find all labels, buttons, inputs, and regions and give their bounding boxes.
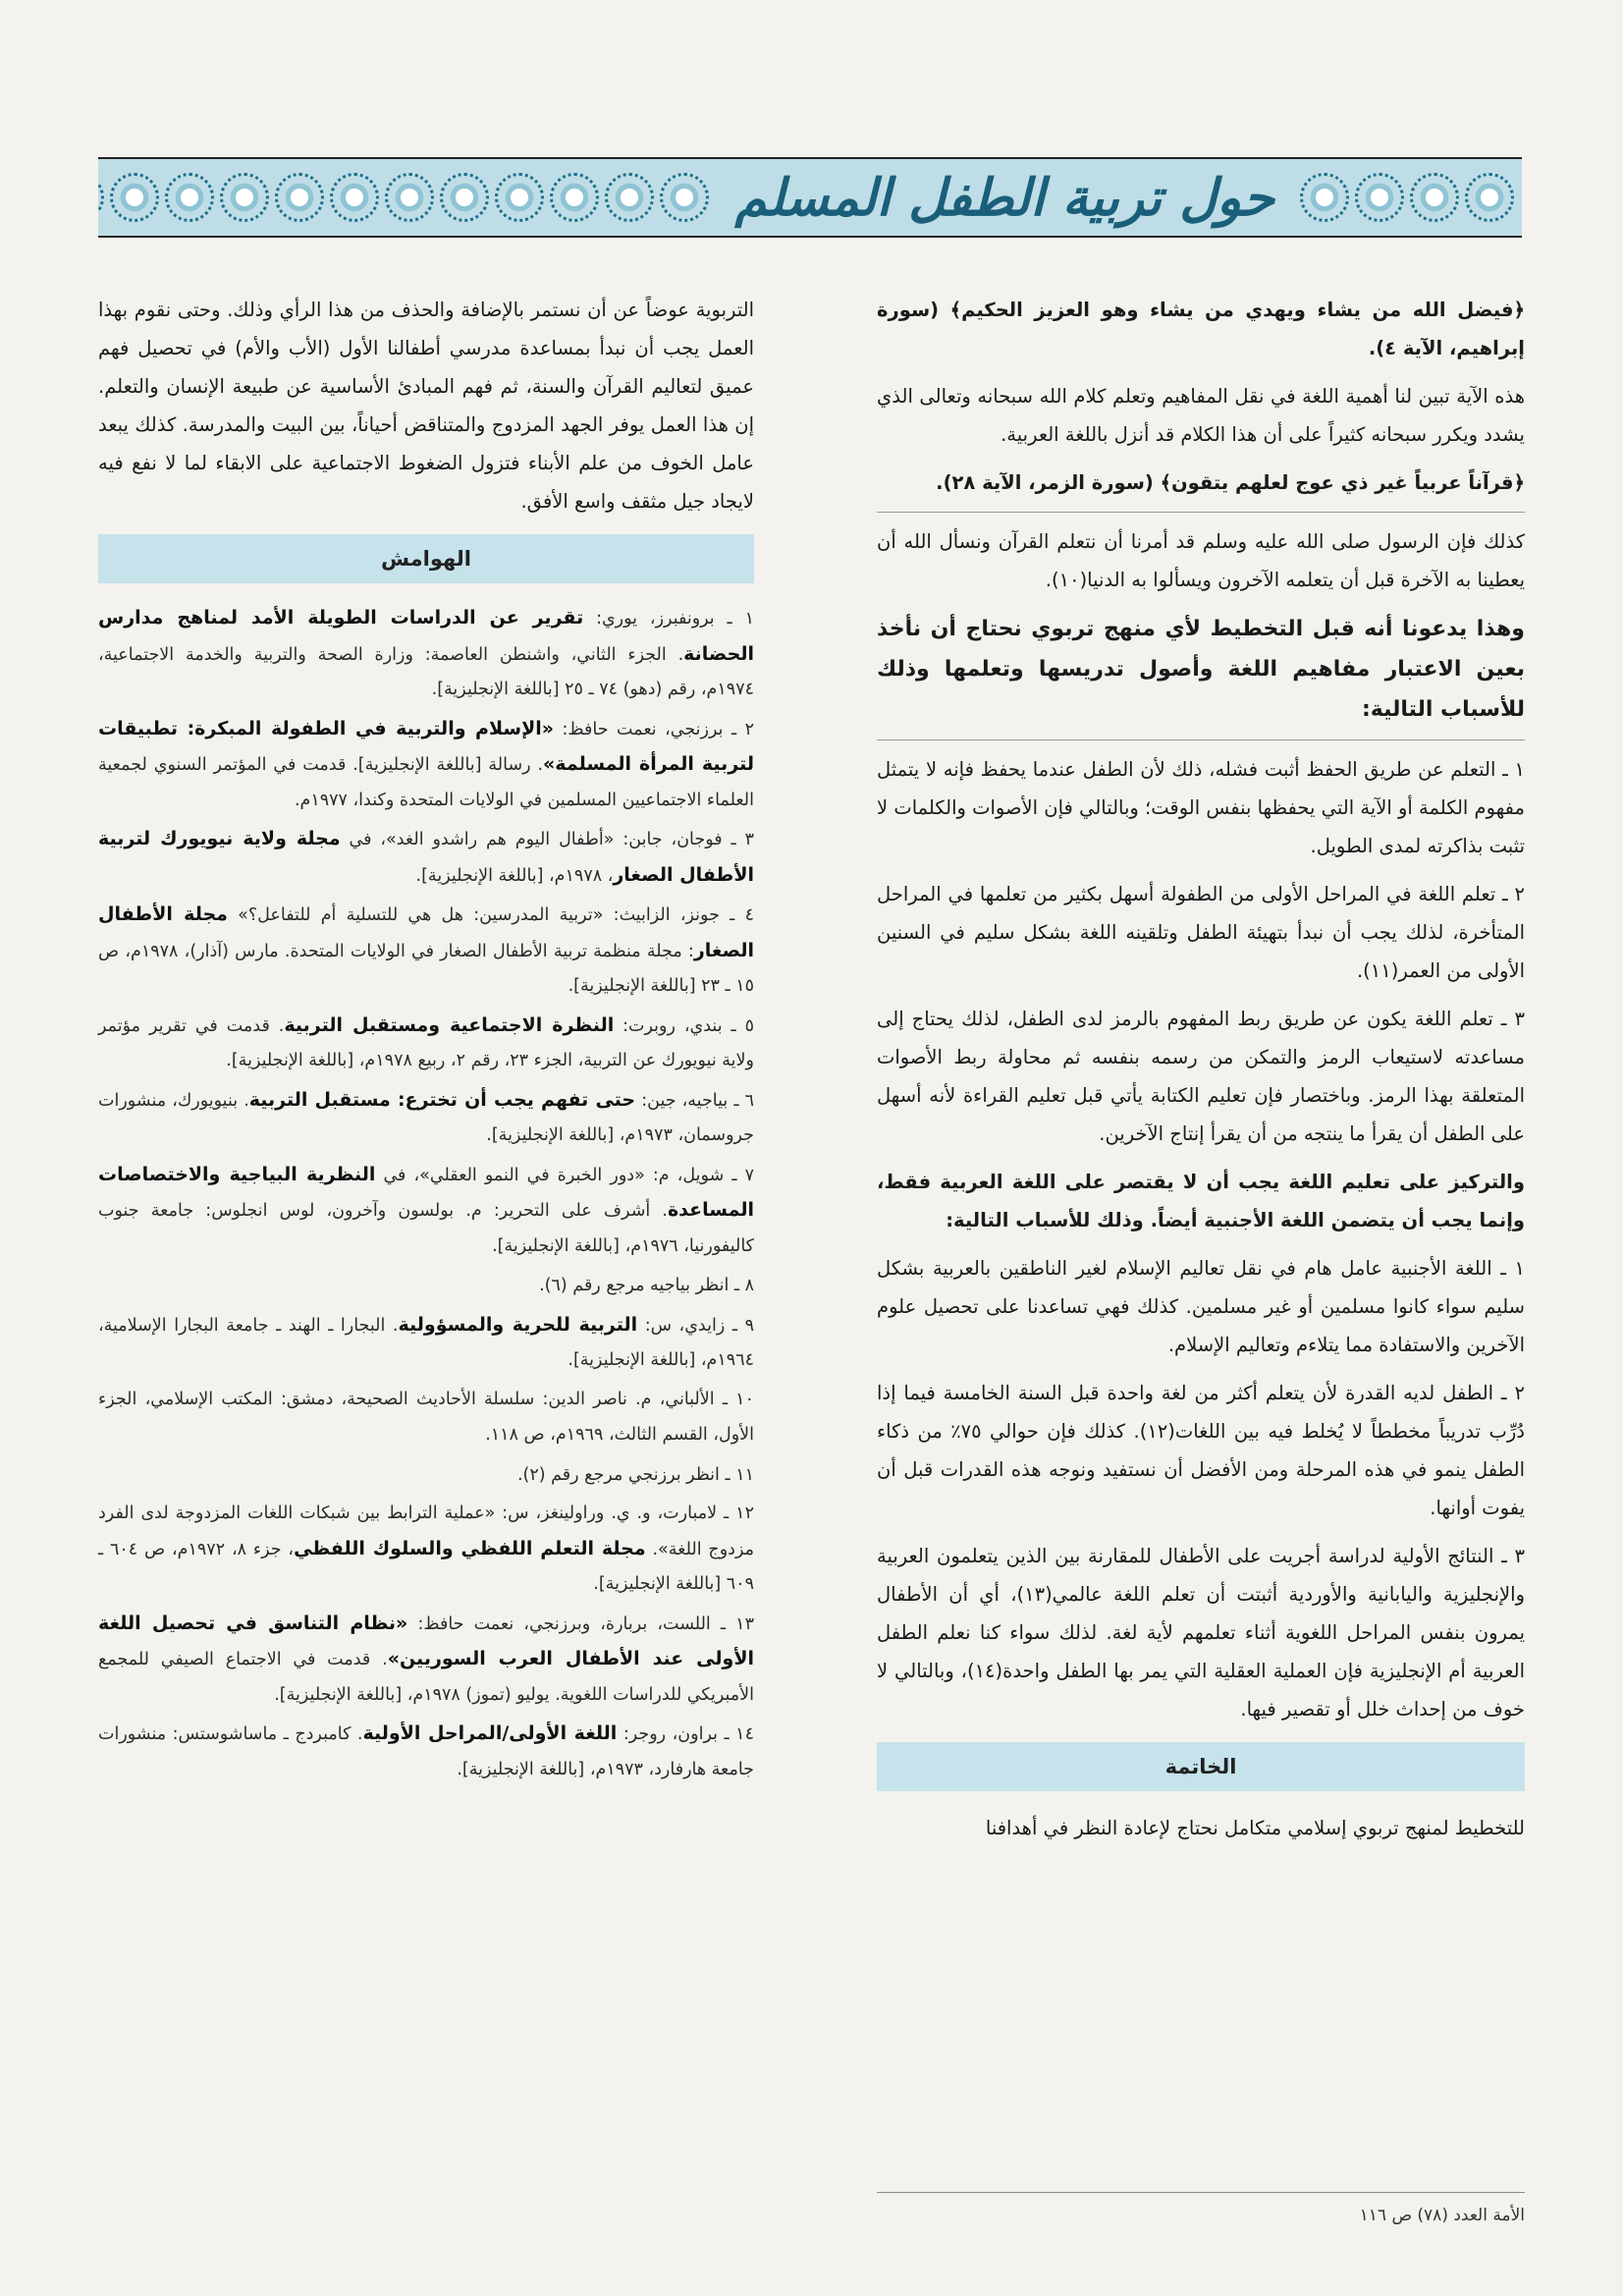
footnote-title: «نظام التناسق في تحصيل اللغة الأولى عند الأطفال العرب السوريين» bbox=[98, 1612, 754, 1669]
footnote-pre: ـ انظر بياجيه مرجع رقم (٦). bbox=[539, 1276, 740, 1295]
list-item: ١ ـ اللغة الأجنبية عامل هام في نقل تعاليم الإسلام لغير الناطقين بالعربية بشكل سليم سواء كانوا مسلمين أو غير مسلمين. كذلك فهي تساعدنا على تحصيل علوم الآخرين والاستفادة مما يتلاءم وتعاليم الإسلام. bbox=[877, 1257, 1525, 1356]
footnote-item bbox=[98, 898, 754, 1005]
ornament-rosette-icon bbox=[385, 173, 434, 222]
footnote-number: ٥ bbox=[744, 1015, 755, 1036]
footnote-title: التربية للحرية والمسؤولية bbox=[398, 1313, 638, 1336]
footnote-number: ١٤ bbox=[735, 1724, 754, 1744]
body-paragraph: كذلك فإن الرسول صلى الله عليه وسلم قد أمرنا أن نتعلم القرآن ونسأل الله أن يعطينا به الآخرة قبل أن يتعلمه الآخرون ويسألوا به الدنيا(١٠). bbox=[877, 530, 1525, 591]
right-column bbox=[877, 291, 1525, 1857]
footnote-number: ٢ bbox=[744, 719, 754, 739]
ornament-rosette-icon bbox=[275, 173, 324, 222]
header-ornaments-right bbox=[1292, 173, 1522, 222]
footnote-pre: ـ زايدي، س: bbox=[637, 1315, 737, 1336]
divider bbox=[877, 512, 1525, 513]
ornament-rosette-icon bbox=[165, 173, 214, 222]
footnote-post: . كامبردج ـ ماساشوستس: منشورات جامعة هارفارد، ١٩٧٣م، [باللغة الإنجليزية]. bbox=[98, 1724, 754, 1779]
ornament-rosette-icon bbox=[440, 173, 489, 222]
footnote-post: ، جزء ٨، ١٩٧٢م، ص ٦٠٤ ـ ٦٠٩ [باللغة الإنجليزية]. bbox=[98, 1539, 754, 1594]
footnote-pre: ـ لامبارت، و. ي. وراولينغز، س: «عملية الترابط بين شبكات اللغات المزدوجة لدى الفرد مزدوج اللغة». bbox=[98, 1503, 754, 1559]
footnote-pre: ـ برزنجي، نعمت حافظ: bbox=[554, 719, 737, 739]
footnote-post: . قدمت في الاجتماع الصيفي للمجمع الأمبريكي للدراسات اللغوية. يوليو (تموز) ١٩٧٨م، [باللغة الإنجليزية]. bbox=[98, 1650, 754, 1705]
ornament-rosette-icon bbox=[1465, 173, 1514, 222]
footnote-title: النظرة الاجتماعية ومستقبل التربية bbox=[284, 1013, 615, 1036]
footnote-item bbox=[98, 1308, 754, 1379]
left-column bbox=[98, 291, 754, 1791]
footnote-number: ٧ bbox=[744, 1165, 755, 1185]
ornament-rosette-icon bbox=[98, 173, 104, 222]
footnote-number: ٤ bbox=[744, 905, 754, 925]
footnote-title: تقرير عن الدراسات الطويلة الأمد لمناهج مدارس الحضانة bbox=[98, 607, 754, 665]
footnote-post: : مجلة منظمة تربية الأطفال الصغار في الولايات المتحدة. مارس (آذار)، ١٩٧٨م، ص ١٥ ـ ٢٣ [باللغة الإنجليزية]. bbox=[98, 941, 754, 996]
body-paragraph: والتركيز على تعليم اللغة يجب أن لا يقتصر على اللغة العربية فقط، وإنما يجب أن يتضمن اللغة الأجنبية أيضاً. وذلك للأسباب التالية: bbox=[877, 1171, 1525, 1231]
footnote-item bbox=[98, 712, 754, 819]
footnote-item bbox=[98, 1607, 754, 1714]
footnote-number: ٣ bbox=[744, 830, 754, 849]
quran-quote-zumar: ﴿قرآناً عربياً غير ذي عوج لعلهم يتقون﴾ (سورة الزمر، الآية ٢٨). bbox=[936, 471, 1525, 494]
footnote-title: «الإسلام والتربية في الطفولة المبكرة: تطبيقات لتربية المرأة المسلمة» bbox=[98, 717, 754, 775]
list-item: ٢ ـ الطفل لديه القدرة لأن يتعلم أكثر من لغة واحدة قبل السنة الخامسة فيما إذا دُرِّب تدريباً مخططاً لا يُخلط فيه بين اللغات(١٢). كذلك فإن حوالي ٧٥٪ من ذكاء الطفل ينمو في هذه المرحلة ومن الأفضل أن نستفيد ونوجه هذه القدرات قبل أن يفوت أوانها. bbox=[877, 1382, 1525, 1519]
footnote-pre: ـ فوجان، جابن: «أطفال اليوم هم راشدو الغد»، في bbox=[340, 830, 736, 849]
footnote-pre: ـ بندي، روبرت: bbox=[614, 1015, 736, 1036]
footnote-title: مجلة الأطفال الصغار bbox=[98, 903, 754, 961]
body-paragraph: هذه الآية تبين لنا أهمية اللغة في نقل المفاهيم وتعلم كلام الله سبحانه وتعالى الذي يشدد ويكرر سبحانه كثيراً على أن هذا الكلام قد أنزل باللغة العربية. bbox=[877, 385, 1525, 446]
footnote-item bbox=[98, 822, 754, 894]
ornament-rosette-icon bbox=[660, 173, 709, 222]
footnote-post: . الجزء الثاني، واشنطن العاصمة: وزارة الصحة والتربية والخدمة الاجتماعية، ١٩٧٤م، رقم (دهو) ٧٤ ـ ٢٥ [باللغة الإنجليزية]. bbox=[98, 644, 754, 699]
header-ornaments-left bbox=[98, 173, 717, 222]
footnote-post: ، ١٩٧٨م، [باللغة الإنجليزية]. bbox=[415, 865, 614, 886]
footnote-title: اللغة الأولى/المراحل الأولية bbox=[362, 1722, 618, 1744]
ornament-rosette-icon bbox=[550, 173, 599, 222]
quran-quote-ibrahim: ﴿فيضل الله من يشاء ويهدي من يشاء وهو العزيز الحكيم﴾ (سورة إبراهيم، الآية ٤). bbox=[877, 299, 1525, 359]
conclusion-paragraph: للتخطيط لمنهج تربوي إسلامي متكامل نحتاج لإعادة النظر في أهدافنا bbox=[985, 1817, 1525, 1839]
footnote-item bbox=[98, 1268, 754, 1304]
ornament-rosette-icon bbox=[220, 173, 269, 222]
ornament-rosette-icon bbox=[605, 173, 654, 222]
footnote-post: . بنيويورك، منشورات جروسمان، ١٩٧٣م، [باللغة الإنجليزية]. bbox=[98, 1090, 754, 1145]
footnote-pre: ـ الألباني، م. ناصر الدين: سلسلة الأحاديث الصحيحة، دمشق: المكتب الإسلامي، الجزء الأول، القسم الثالث، ١٩٦٩م، ص ١١٨. bbox=[98, 1389, 754, 1445]
footnote-pre: ـ براون، روجر: bbox=[617, 1724, 730, 1744]
footer-divider bbox=[877, 2192, 1525, 2193]
footnote-number: ٦ bbox=[744, 1090, 754, 1111]
ornament-rosette-icon bbox=[1300, 173, 1349, 222]
footnote-item bbox=[98, 1383, 754, 1453]
ornament-rosette-icon bbox=[1410, 173, 1459, 222]
footnote-pre: ـ انظر برزنجي مرجع رقم (٢). bbox=[516, 1464, 730, 1485]
footnote-title: النظرية البياجية والاختصاصات المساعدة bbox=[98, 1163, 754, 1221]
body-paragraph: التربوية عوضاً عن أن نستمر بالإضافة والحذف من هذا الرأي وذلك. وحتى نقوم بهذا العمل يجب أن نبدأ بمساعدة مدرسي أطفالنا الأول (الأب والأم) في تحصيل فهم عميق لتعاليم القرآن والسنة، ثم فهم المبادئ الأساسية عن طبيعة الإنسان والتعلم. إن هذا العمل يوفر الجهد المزدوج والمتناقض أحياناً، بين البيت والمدرسة. كذلك يبعد عامل الخوف من علم الأبناء فتزول الضغوط الاجتماعية على الابقاء لما لا نفع فيه لايجاد جيل مثقف واسع الأفق. bbox=[98, 299, 754, 513]
page-footer: الأمة العدد (٧٨) ص ١١٦ bbox=[1359, 2206, 1525, 2225]
footnote-item bbox=[98, 1158, 754, 1265]
footnote-item bbox=[98, 601, 754, 708]
footnote-pre: ـ جونز، الزابيث: «تربية المدرسين: هل هي للتسلية أم للتفاعل؟» bbox=[227, 905, 735, 925]
footnote-title: مجلة ولاية نيويورك لتربية الأطفال الصغار bbox=[98, 828, 754, 886]
footnote-item bbox=[98, 1497, 754, 1603]
notes-heading: الهوامش bbox=[98, 534, 754, 583]
footnote-title: مجلة التعلم اللفظي والسلوك اللفظي bbox=[294, 1537, 646, 1559]
footnote-item bbox=[98, 1009, 754, 1079]
footnote-post: . أشرف على التحرير: م. بولسون وآخرون، لوس انجلوس: جامعة جنوب كاليفورنيا، ١٩٧٦م، [باللغة الإنجليزية]. bbox=[98, 1201, 754, 1256]
header-title: حول تربية الطفل المسلم bbox=[717, 168, 1292, 228]
list-item: ١ ـ التعلم عن طريق الحفظ أثبت فشله، ذلك لأن الطفل عندما يحفظ فإنه لا يتمثل مفهوم الكلمة أو الآية التي يحفظها بنفس الوقت؛ وبالتالي فإن الأصوات والكلمات لا تثبت بذاكرته لمدى الطويل. bbox=[877, 758, 1525, 857]
footnote-pre: ـ برونفبرز، يوري: bbox=[583, 609, 732, 629]
footnote-post: . البجارا ـ الهند ـ جامعة البجارا الإسلامية، ١٩٦٤م، [باللغة الإنجليزية]. bbox=[98, 1315, 754, 1370]
ornament-rosette-icon bbox=[330, 173, 379, 222]
footnote-number: ١٠ bbox=[735, 1389, 754, 1409]
footnote-number: ١٢ bbox=[735, 1503, 754, 1523]
ornament-rosette-icon bbox=[110, 173, 159, 222]
key-statement-paragraph: وهذا يدعونا أنه قبل التخطيط لأي منهج تربوي نحتاج أن نأخذ بعين الاعتبار مفاهيم اللغة وأصول تدريسها وتعلمها وذلك للأسباب التالية: bbox=[877, 617, 1525, 722]
footnote-pre: ـ بياجيه، جين: bbox=[635, 1090, 739, 1111]
footnote-number: ٨ bbox=[744, 1276, 754, 1295]
list-item: ٣ ـ تعلم اللغة يكون عن طريق ربط المفهوم بالرمز لدى الطفل، لذلك يحتاج إلى مساعدته لاستيعاب الرمز والتمكن من رسمه بنفسه ثم محاولة ربط الأصوات المتعلقة بهذا الرمز. وباختصار فإن تعليم الكتابة يأتي قبل تعليم القراءة لأنه أسهل على الطفل أن يقرأ ما ينتجه من أن يقرأ إنتاج الآخرين. bbox=[877, 1008, 1525, 1145]
footnote-number: ١ bbox=[744, 609, 754, 629]
footnote-item bbox=[98, 1083, 754, 1154]
footnotes-list bbox=[98, 601, 754, 1787]
footnote-item bbox=[98, 1457, 754, 1494]
ornament-rosette-icon bbox=[495, 173, 544, 222]
ornament-rosette-icon bbox=[1355, 173, 1404, 222]
footnote-post: . قدمت في تقرير مؤتمر ولاية نيويورك عن التربية، الجزء ٢٣، رقم ٢، ربيع ١٩٧٨م، [باللغة الإنجليزية]. bbox=[98, 1015, 754, 1070]
footnote-number: ١٣ bbox=[735, 1613, 754, 1634]
list-item: ٣ ـ النتائج الأولية لدراسة أجريت على الأطفال للمقارنة بين الذين يتعلمون العربية والإنجليزية واليابانية والأوردية أثبتت أن تعلم اللغة عالمي(١٣)، أي أن الأطفال يمرون بنفس المراحل اللغوية أثناء تعلمهم لأية لغة. لذلك سواء كنا نعلم الطفل العربية أم الإنجليزية فإن العملية العقلية التي يمر بها الطفل واحدة(١٤)، وبالتالي لا خوف من إحداث خلل أو تقصير فيها. bbox=[877, 1545, 1525, 1721]
footnote-number: ٩ bbox=[744, 1315, 754, 1336]
footnote-item bbox=[98, 1717, 754, 1787]
footnote-post: . رسالة [باللغة الإنجليزية]. قدمت في المؤتمر السنوي لجمعية العلماء الاجتماعيين المسلمين في الولايات المتحدة وكندا، ١٩٧٧م. bbox=[98, 755, 754, 810]
list-item: ٢ ـ تعلم اللغة في المراحل الأولى من الطفولة أسهل بكثير من تعلمها في المراحل المتأخرة، لذلك يجب أن نبدأ بتهيئة الطفل وتلقينه اللغة بشكل سليم في السنين الأولى من العمر(١١). bbox=[877, 883, 1525, 982]
footnote-pre: ـ شويل، م: «دور الخبرة في النمو العقلي»، في bbox=[375, 1165, 737, 1185]
header-band bbox=[98, 157, 1522, 238]
divider bbox=[877, 739, 1525, 740]
footnote-title: حتى تفهم يجب أن تخترع: مستقبل التربية bbox=[248, 1088, 636, 1111]
footnote-pre: ـ اللست، بربارة، وبرزنجي، نعمت حافظ: bbox=[407, 1613, 727, 1634]
conclusion-heading: الخاتمة bbox=[877, 1742, 1525, 1791]
footnote-number: ١١ bbox=[735, 1464, 754, 1485]
